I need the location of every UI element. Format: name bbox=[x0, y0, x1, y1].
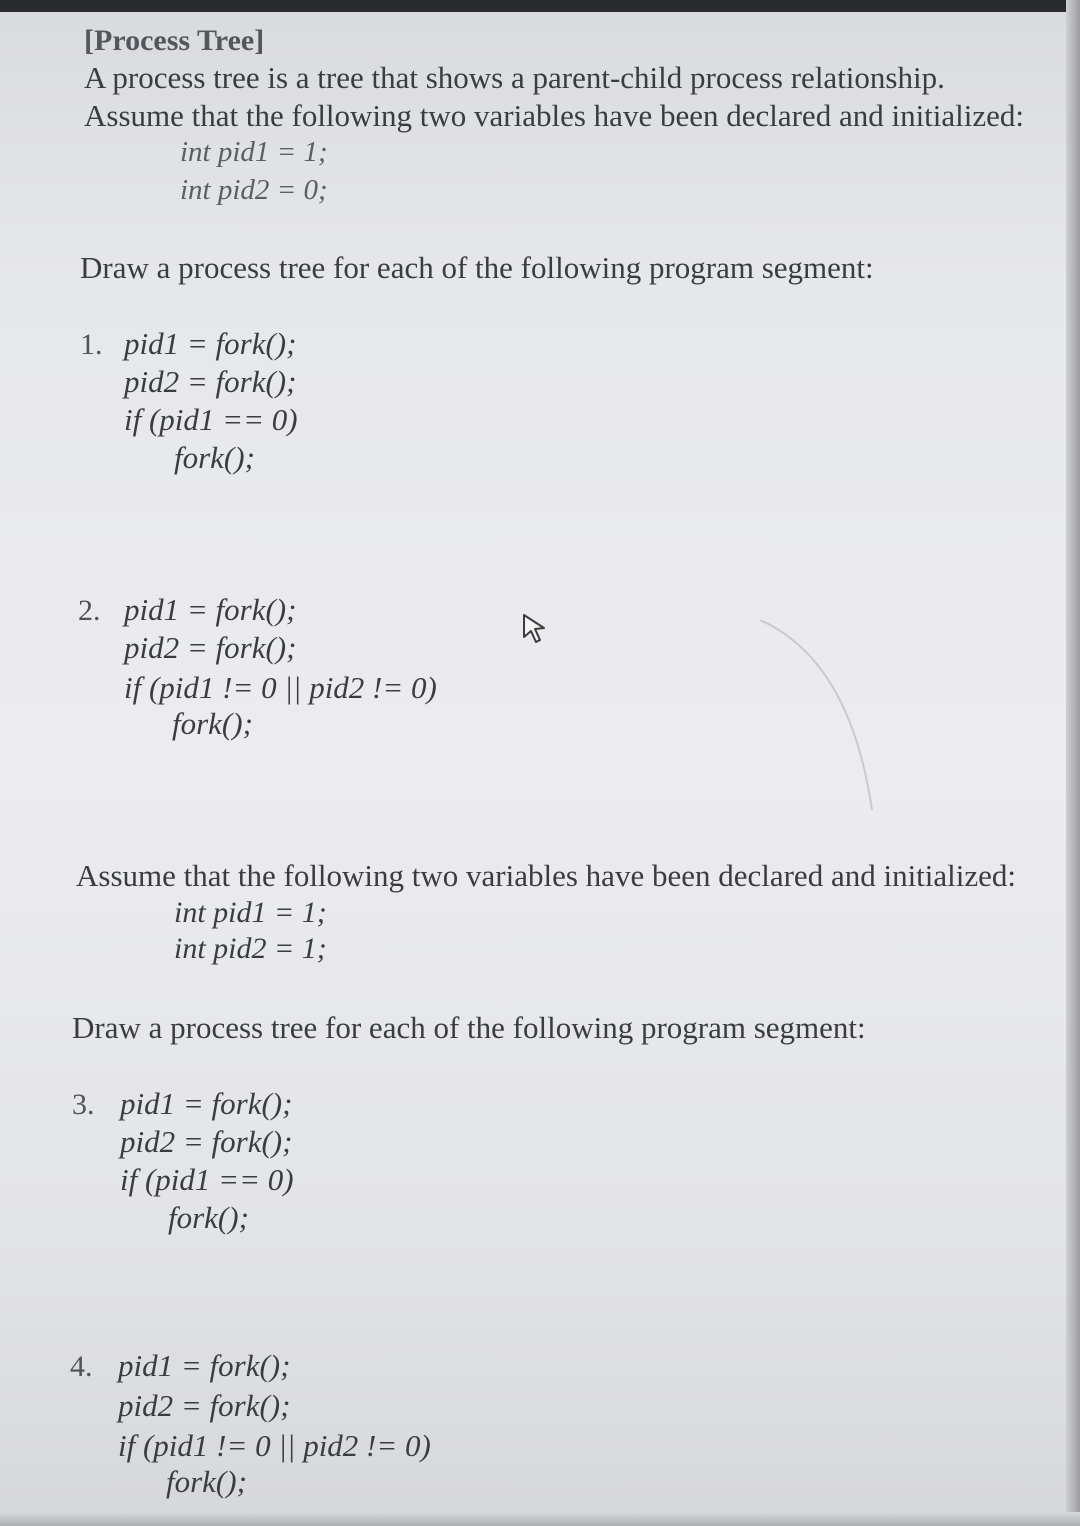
code-line: pid2 = fork(); bbox=[124, 630, 297, 665]
instruction-text-1: Draw a process tree for each of the following program segment: bbox=[80, 250, 874, 285]
declaration-pid1: int pid1 = 1; bbox=[180, 136, 328, 168]
code-line: pid1 = fork(); bbox=[118, 1348, 291, 1383]
assume-text-1: Assume that the following two variables have been declared and initialized: bbox=[84, 98, 1025, 133]
problem-number: 3. bbox=[72, 1088, 95, 1121]
intro-text: A process tree is a tree that shows a parent-child process relationship. bbox=[84, 60, 945, 95]
page-title: [Process Tree] bbox=[84, 24, 265, 57]
code-line: pid1 = fork(); bbox=[124, 326, 297, 361]
instruction-text-2: Draw a process tree for each of the following program segment: bbox=[72, 1010, 866, 1045]
code-line: fork(); bbox=[168, 1200, 249, 1235]
code-line: pid2 = fork(); bbox=[120, 1124, 293, 1159]
declaration-pid1: int pid1 = 1; bbox=[174, 896, 327, 929]
code-line: if (pid1 != 0 || pid2 != 0) bbox=[118, 1428, 431, 1463]
declaration-pid2: int pid2 = 1; bbox=[174, 932, 327, 965]
declaration-pid2: int pid2 = 0; bbox=[180, 174, 328, 206]
code-line: pid1 = fork(); bbox=[120, 1086, 293, 1121]
screen-glare bbox=[760, 620, 980, 820]
mouse-pointer-icon bbox=[520, 612, 550, 651]
code-line: fork(); bbox=[172, 706, 253, 741]
code-line: if (pid1 != 0 || pid2 != 0) bbox=[124, 670, 437, 705]
problem-number: 4. bbox=[70, 1350, 93, 1383]
problem-number: 1. bbox=[80, 328, 103, 361]
code-line: if (pid1 == 0) bbox=[120, 1162, 294, 1197]
code-line: fork(); bbox=[166, 1464, 247, 1499]
code-line: pid2 = fork(); bbox=[118, 1388, 291, 1423]
code-line: pid1 = fork(); bbox=[124, 592, 297, 627]
code-line: if (pid1 == 0) bbox=[124, 402, 298, 437]
problem-number: 2. bbox=[78, 594, 101, 627]
code-line: pid2 = fork(); bbox=[124, 364, 297, 399]
code-line: fork(); bbox=[174, 440, 255, 475]
assume-text-2: Assume that the following two variables have been declared and initialized: bbox=[76, 858, 1017, 893]
